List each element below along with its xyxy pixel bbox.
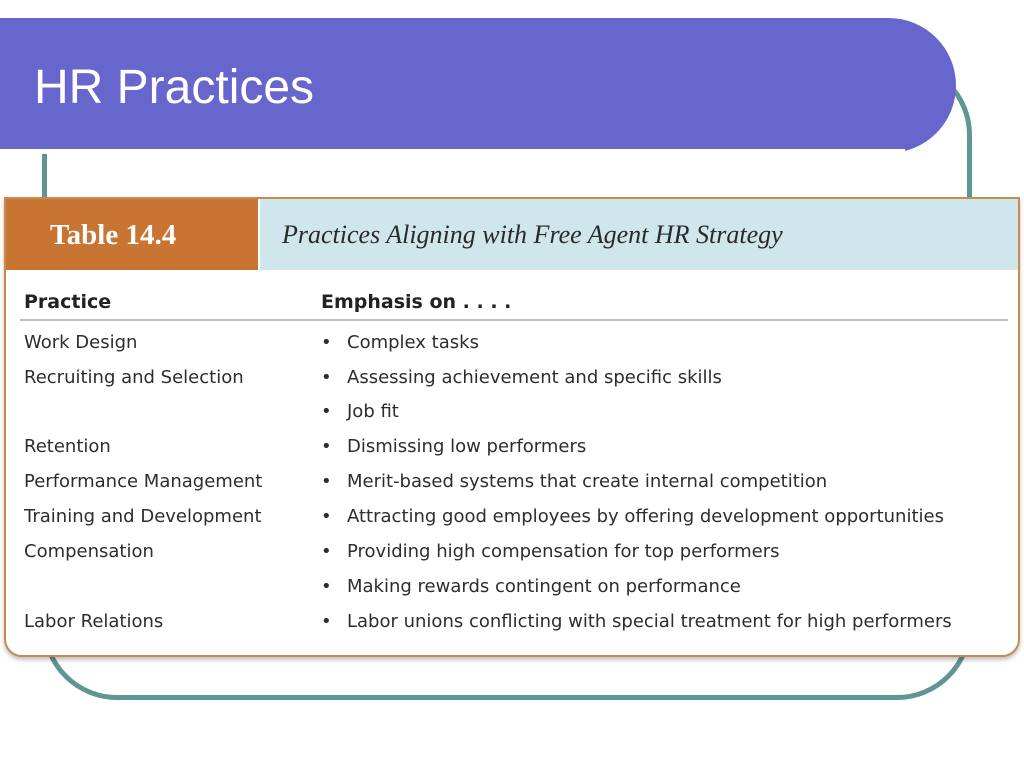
emphasis-text: Attracting good employees by offering development opportunities <box>347 506 944 527</box>
row-emphasis <box>321 401 399 422</box>
header-rule <box>20 319 1008 321</box>
bullet-icon: • <box>321 506 332 527</box>
bullet-icon: • <box>321 471 332 492</box>
emphasis-text: Making rewards contingent on performance <box>347 576 741 597</box>
row-emphasis <box>321 471 827 492</box>
bullet-icon: • <box>321 611 332 632</box>
emphasis-text: Labor unions conflicting with special treatment for high performers <box>347 611 952 632</box>
bullet-icon: • <box>321 436 332 457</box>
emphasis-text: Providing high compensation for top performers <box>347 541 780 562</box>
row-emphasis <box>321 506 944 527</box>
row-emphasis <box>321 541 780 562</box>
row-emphasis <box>321 436 586 457</box>
emphasis-text: Dismissing low performers <box>347 436 587 457</box>
column-header-practice: Practice <box>24 291 112 313</box>
bullet-icon: • <box>321 401 332 422</box>
emphasis-text: Complex tasks <box>347 332 479 353</box>
title-underline <box>0 149 905 154</box>
emphasis-text: Merit-based systems that create internal competition <box>347 471 828 492</box>
bullet-icon: • <box>321 576 332 597</box>
row-practice: Training and Development <box>24 506 262 527</box>
row-practice: Labor Relations <box>24 611 164 632</box>
table-label: Table 14.4 <box>50 219 177 251</box>
table-label-box <box>6 199 258 270</box>
emphasis-text: Assessing achievement and specific skills <box>347 367 722 388</box>
row-practice: Compensation <box>24 541 154 562</box>
emphasis-text: Job fit <box>347 401 399 422</box>
bullet-icon: • <box>321 332 332 353</box>
row-emphasis <box>321 576 741 597</box>
row-practice: Retention <box>24 436 111 457</box>
table-figure <box>4 197 1020 657</box>
row-emphasis <box>321 611 952 632</box>
table-caption-box <box>258 199 1018 270</box>
row-practice: Recruiting and Selection <box>24 367 244 388</box>
row-emphasis <box>321 332 479 353</box>
bullet-icon: • <box>321 541 332 562</box>
table-caption: Practices Aligning with Free Agent HR Strategy <box>282 220 783 249</box>
row-practice: Work Design <box>24 332 138 353</box>
slide-title: HR Practices <box>34 61 315 114</box>
bullet-icon: • <box>321 367 332 388</box>
row-emphasis <box>321 367 722 388</box>
row-practice: Performance Management <box>24 471 263 492</box>
title-banner <box>0 18 956 153</box>
column-header-emphasis: Emphasis on . . . . <box>321 291 512 313</box>
